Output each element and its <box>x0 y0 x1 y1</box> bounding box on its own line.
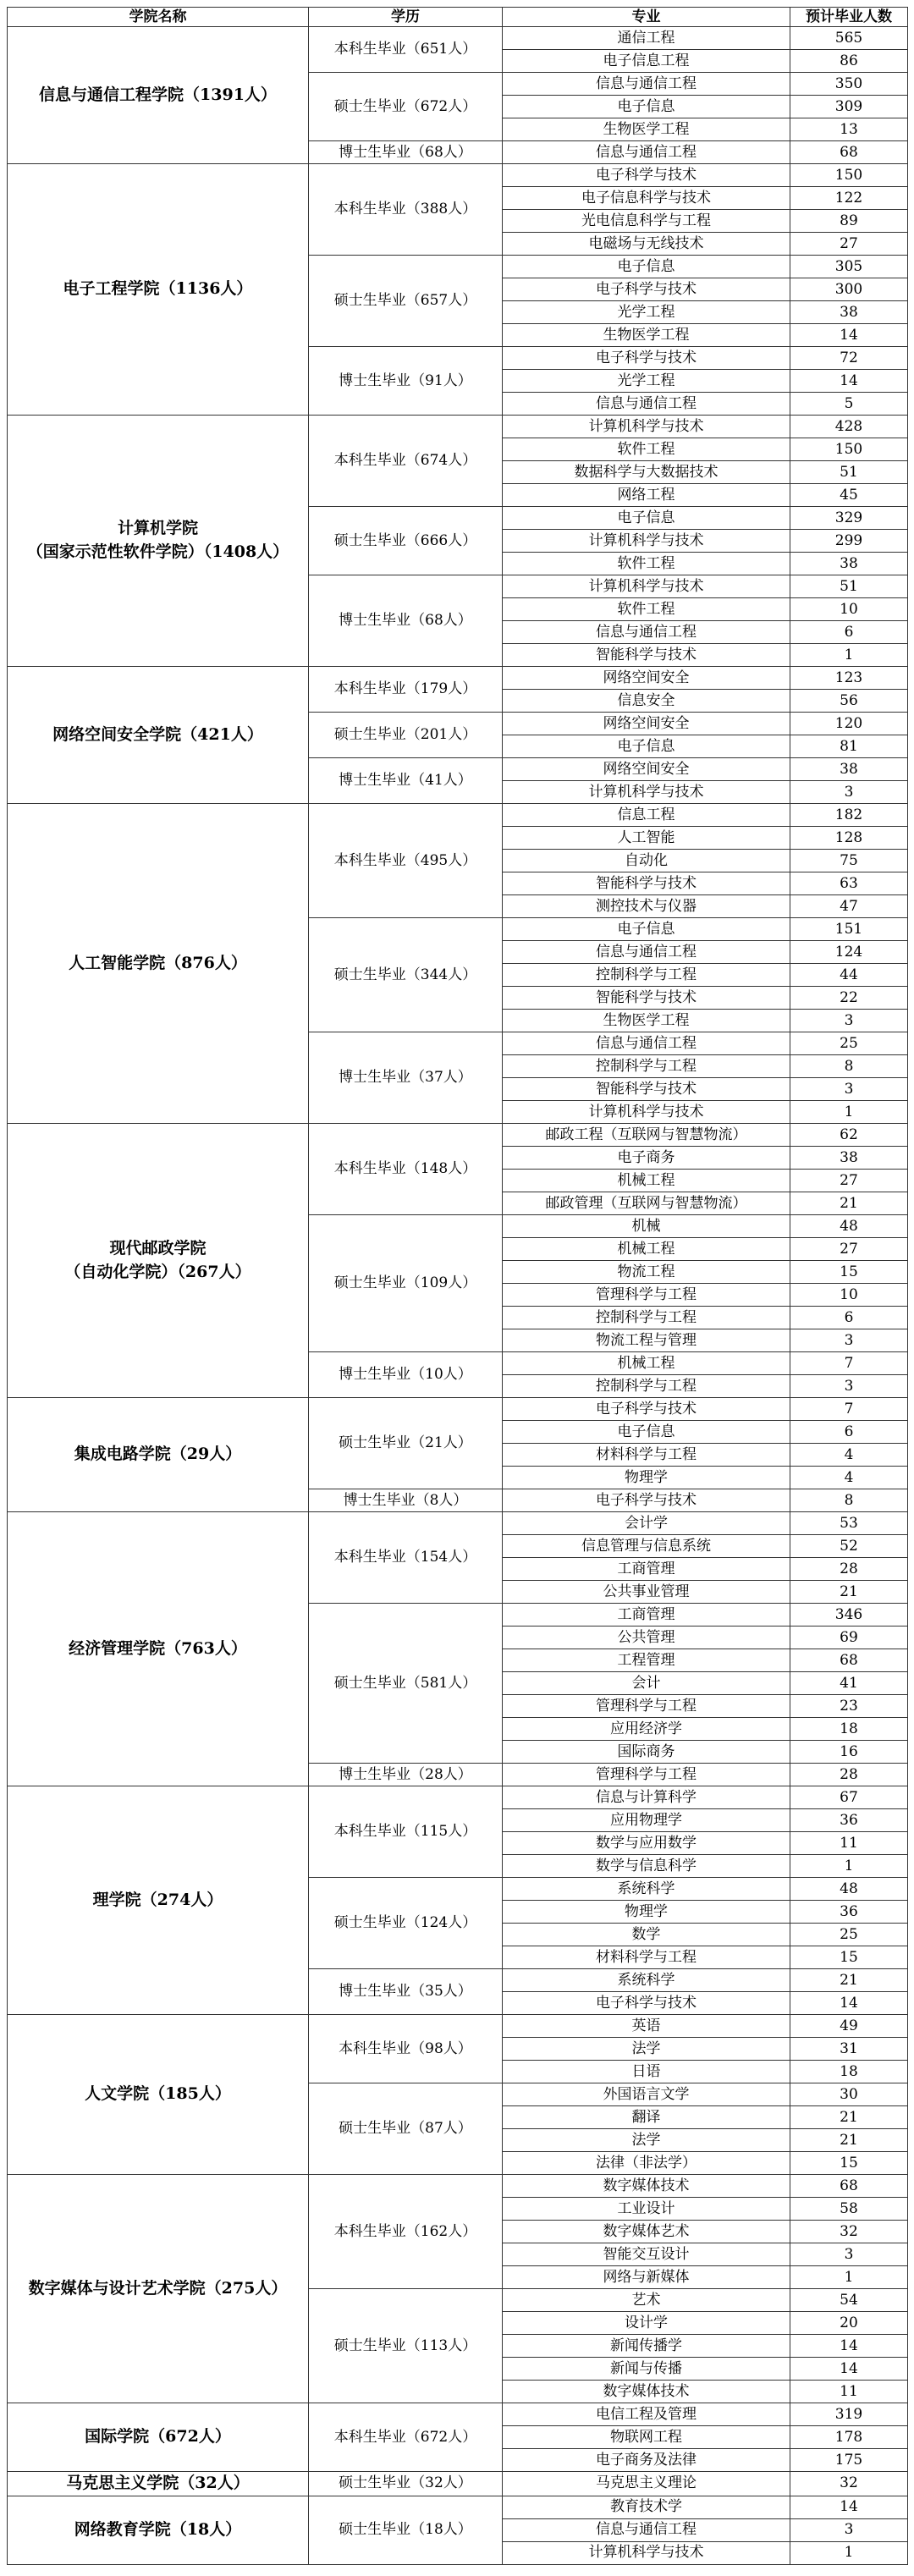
table-row <box>8 1512 908 1535</box>
major-name: 信息与通信工程 <box>503 73 790 96</box>
graduate-count: 1 <box>790 2541 908 2564</box>
major-name: 计算机科学与技术 <box>503 1101 790 1124</box>
major-name: 教育技术学 <box>503 2496 790 2518</box>
major-name: 电子商务 <box>503 1147 790 1170</box>
graduate-count: 68 <box>790 1649 908 1672</box>
major-name: 电子科学与技术 <box>503 278 790 301</box>
major-name: 通信工程 <box>503 27 790 50</box>
major-name: 控制科学与工程 <box>503 1307 790 1329</box>
college-name: 理学院（274人） <box>8 1786 309 2015</box>
major-name: 机械工程 <box>503 1238 790 1261</box>
major-name: 法学 <box>503 2129 790 2152</box>
graduate-count: 329 <box>790 507 908 530</box>
table-row <box>8 27 908 50</box>
graduate-count: 14 <box>790 324 908 347</box>
major-name: 网络空间安全 <box>503 667 790 690</box>
major-name: 马克思主义理论 <box>503 2472 790 2496</box>
major-name: 生物医学工程 <box>503 118 790 141</box>
header-college: 学院名称 <box>8 8 309 27</box>
graduate-count: 47 <box>790 895 908 918</box>
graduate-count: 48 <box>790 1878 908 1901</box>
graduate-count: 31 <box>790 2038 908 2061</box>
major-name: 邮政工程（互联网与智慧物流） <box>503 1124 790 1147</box>
major-name: 电子商务及法律 <box>503 2449 790 2472</box>
college-name: 经济管理学院（763人） <box>8 1512 309 1786</box>
major-name: 电子科学与技术 <box>503 1992 790 2015</box>
degree-level: 本科生毕业（115人） <box>309 1786 503 1878</box>
college-name: 人工智能学院（876人） <box>8 804 309 1124</box>
graduate-count: 14 <box>790 370 908 393</box>
graduate-count: 72 <box>790 347 908 370</box>
major-name: 信息与通信工程 <box>503 2518 790 2541</box>
major-name: 计算机科学与技术 <box>503 416 790 438</box>
degree-level: 博士生毕业（28人） <box>309 1764 503 1786</box>
major-name: 公共管理 <box>503 1627 790 1649</box>
graduate-count: 27 <box>790 1238 908 1261</box>
major-name: 电子信息科学与技术 <box>503 187 790 210</box>
major-name: 邮政管理（互联网与智慧物流） <box>503 1192 790 1215</box>
graduate-count: 299 <box>790 530 908 553</box>
degree-level: 博士生毕业（8人） <box>309 1489 503 1512</box>
graduate-count: 13 <box>790 118 908 141</box>
major-name: 数学与信息科学 <box>503 1855 790 1878</box>
major-name: 信息安全 <box>503 690 790 713</box>
graduate-count: 21 <box>790 2129 908 2152</box>
graduate-count: 8 <box>790 1055 908 1078</box>
graduate-count: 41 <box>790 1672 908 1695</box>
major-name: 信息与通信工程 <box>503 393 790 416</box>
graduate-count: 6 <box>790 1307 908 1329</box>
major-name: 软件工程 <box>503 438 790 461</box>
major-name: 工业设计 <box>503 2198 790 2221</box>
graduate-count: 15 <box>790 1261 908 1284</box>
degree-level: 博士生毕业（91人） <box>309 347 503 416</box>
graduate-count: 38 <box>790 553 908 575</box>
degree-level: 博士生毕业（10人） <box>309 1352 503 1398</box>
graduate-count: 69 <box>790 1627 908 1649</box>
graduate-count: 3 <box>790 1329 908 1352</box>
table-header <box>8 8 908 27</box>
graduate-count: 18 <box>790 1718 908 1741</box>
graduate-count: 350 <box>790 73 908 96</box>
graduate-count: 428 <box>790 416 908 438</box>
major-name: 材料科学与工程 <box>503 1946 790 1969</box>
graduate-count: 54 <box>790 2289 908 2312</box>
graduate-count: 6 <box>790 1421 908 1444</box>
major-name: 电子信息工程 <box>503 50 790 73</box>
degree-level: 硕士生毕业（18人） <box>309 2496 503 2564</box>
graduate-count: 67 <box>790 1786 908 1809</box>
graduate-count: 36 <box>790 1901 908 1924</box>
major-name: 计算机科学与技术 <box>503 530 790 553</box>
college-name: 信息与通信工程学院（1391人） <box>8 27 309 164</box>
graduate-count: 38 <box>790 758 908 781</box>
major-name: 日语 <box>503 2061 790 2083</box>
degree-level: 博士生毕业（35人） <box>309 1969 503 2015</box>
major-name: 智能科学与技术 <box>503 872 790 895</box>
major-name: 会计学 <box>503 1512 790 1535</box>
major-name: 生物医学工程 <box>503 324 790 347</box>
graduate-count: 3 <box>790 1375 908 1398</box>
major-name: 光学工程 <box>503 370 790 393</box>
header-count: 预计毕业人数 <box>790 8 908 27</box>
major-name: 电信工程及管理 <box>503 2403 790 2426</box>
graduate-count: 25 <box>790 1032 908 1055</box>
major-name: 信息与通信工程 <box>503 141 790 164</box>
college-name: 人文学院（185人） <box>8 2015 309 2175</box>
graduate-count: 68 <box>790 2175 908 2198</box>
college-name: 电子工程学院（1136人） <box>8 164 309 416</box>
major-name: 信息与通信工程 <box>503 1032 790 1055</box>
graduate-count: 51 <box>790 575 908 598</box>
major-name: 信息工程 <box>503 804 790 827</box>
degree-level: 博士生毕业（68人） <box>309 575 503 667</box>
graduate-count: 4 <box>790 1444 908 1467</box>
major-name: 法学 <box>503 2038 790 2061</box>
graduate-count: 58 <box>790 2198 908 2221</box>
major-name: 电子科学与技术 <box>503 1489 790 1512</box>
graduate-count: 319 <box>790 2403 908 2426</box>
graduate-count: 14 <box>790 1992 908 2015</box>
graduate-count: 565 <box>790 27 908 50</box>
graduate-count: 44 <box>790 964 908 987</box>
graduate-count: 21 <box>790 1192 908 1215</box>
major-name: 机械工程 <box>503 1170 790 1192</box>
table-row <box>8 1786 908 1809</box>
major-name: 测控技术与仪器 <box>503 895 790 918</box>
graduate-count: 18 <box>790 2061 908 2083</box>
table-row <box>8 2015 908 2038</box>
major-name: 数字媒体技术 <box>503 2381 790 2403</box>
graduate-count: 89 <box>790 210 908 233</box>
graduate-count: 28 <box>790 1764 908 1786</box>
table-body <box>8 27 908 2565</box>
degree-level: 本科生毕业（179人） <box>309 667 503 713</box>
graduate-count: 128 <box>790 827 908 850</box>
graduate-count: 3 <box>790 2518 908 2541</box>
major-name: 物理学 <box>503 1467 790 1489</box>
graduate-count: 1 <box>790 644 908 667</box>
graduate-count: 11 <box>790 1832 908 1855</box>
major-name: 电子信息 <box>503 735 790 758</box>
graduate-count: 45 <box>790 484 908 507</box>
major-name: 系统科学 <box>503 1878 790 1901</box>
degree-level: 硕士生毕业（21人） <box>309 1398 503 1489</box>
degree-level: 博士生毕业（37人） <box>309 1032 503 1124</box>
graduate-count: 21 <box>790 2106 908 2129</box>
college-name: 现代邮政学院 （自动化学院）（267人） <box>8 1124 309 1398</box>
major-name: 光学工程 <box>503 301 790 324</box>
table-row <box>8 1398 908 1421</box>
degree-level: 博士生毕业（68人） <box>309 141 503 164</box>
table-row <box>8 2175 908 2198</box>
major-name: 管理科学与工程 <box>503 1695 790 1718</box>
graduate-count: 346 <box>790 1604 908 1627</box>
graduate-count: 150 <box>790 164 908 187</box>
graduate-count: 175 <box>790 2449 908 2472</box>
table-row <box>8 2403 908 2426</box>
graduate-count: 14 <box>790 2358 908 2381</box>
major-name: 智能科学与技术 <box>503 987 790 1010</box>
graduate-count: 10 <box>790 598 908 621</box>
graduate-count: 5 <box>790 393 908 416</box>
major-name: 物联网工程 <box>503 2426 790 2449</box>
table-row <box>8 416 908 438</box>
major-name: 网络工程 <box>503 484 790 507</box>
major-name: 电子科学与技术 <box>503 1398 790 1421</box>
major-name: 艺术 <box>503 2289 790 2312</box>
major-name: 网络与新媒体 <box>503 2266 790 2289</box>
graduate-count: 3 <box>790 1010 908 1032</box>
degree-level: 硕士生毕业（32人） <box>309 2472 503 2496</box>
graduate-count: 27 <box>790 233 908 256</box>
major-name: 国际商务 <box>503 1741 790 1764</box>
graduate-count: 309 <box>790 96 908 118</box>
major-name: 物流工程 <box>503 1261 790 1284</box>
college-name: 网络空间安全学院（421人） <box>8 667 309 804</box>
major-name: 软件工程 <box>503 598 790 621</box>
graduate-count: 10 <box>790 1284 908 1307</box>
major-name: 控制科学与工程 <box>503 1375 790 1398</box>
graduate-count: 14 <box>790 2496 908 2518</box>
graduate-count: 62 <box>790 1124 908 1147</box>
table-row <box>8 1124 908 1147</box>
graduate-count: 27 <box>790 1170 908 1192</box>
graduate-count: 15 <box>790 2152 908 2175</box>
major-name: 数据科学与大数据技术 <box>503 461 790 484</box>
graduate-count: 3 <box>790 1078 908 1101</box>
major-name: 管理科学与工程 <box>503 1764 790 1786</box>
graduate-count: 8 <box>790 1489 908 1512</box>
major-name: 光电信息科学与工程 <box>503 210 790 233</box>
graduate-count: 81 <box>790 735 908 758</box>
graduate-count: 123 <box>790 667 908 690</box>
degree-level: 本科生毕业（148人） <box>309 1124 503 1215</box>
major-name: 计算机科学与技术 <box>503 575 790 598</box>
major-name: 电子信息 <box>503 1421 790 1444</box>
graduate-count: 21 <box>790 1581 908 1604</box>
graduate-count: 122 <box>790 187 908 210</box>
major-name: 工商管理 <box>503 1558 790 1581</box>
graduate-count: 6 <box>790 621 908 644</box>
major-name: 软件工程 <box>503 553 790 575</box>
major-name: 会计 <box>503 1672 790 1695</box>
degree-level: 硕士生毕业（87人） <box>309 2083 503 2175</box>
college-name: 集成电路学院（29人） <box>8 1398 309 1512</box>
college-name: 国际学院（672人） <box>8 2403 309 2472</box>
graduate-count: 7 <box>790 1352 908 1375</box>
graduate-count: 124 <box>790 941 908 964</box>
major-name: 人工智能 <box>503 827 790 850</box>
graduate-count: 23 <box>790 1695 908 1718</box>
major-name: 信息与计算科学 <box>503 1786 790 1809</box>
table-row <box>8 164 908 187</box>
major-name: 生物医学工程 <box>503 1010 790 1032</box>
degree-level: 本科生毕业（495人） <box>309 804 503 918</box>
table-row <box>8 2496 908 2518</box>
major-name: 法律（非法学） <box>503 2152 790 2175</box>
graduate-count: 32 <box>790 2221 908 2243</box>
major-name: 网络空间安全 <box>503 713 790 735</box>
major-name: 设计学 <box>503 2312 790 2335</box>
graduate-count: 53 <box>790 1512 908 1535</box>
major-name: 智能交互设计 <box>503 2243 790 2266</box>
degree-level: 本科生毕业（162人） <box>309 2175 503 2289</box>
major-name: 电子科学与技术 <box>503 164 790 187</box>
major-name: 电子信息 <box>503 507 790 530</box>
major-name: 控制科学与工程 <box>503 964 790 987</box>
major-name: 智能科学与技术 <box>503 1078 790 1101</box>
degree-level: 硕士生毕业（672人） <box>309 73 503 141</box>
degree-level: 硕士生毕业（201人） <box>309 713 503 758</box>
table-row <box>8 804 908 827</box>
major-name: 新闻传播学 <box>503 2335 790 2358</box>
major-name: 公共事业管理 <box>503 1581 790 1604</box>
major-name: 计算机科学与技术 <box>503 2541 790 2564</box>
graduate-count: 48 <box>790 1215 908 1238</box>
major-name: 应用经济学 <box>503 1718 790 1741</box>
degree-level: 本科生毕业（154人） <box>309 1512 503 1604</box>
graduate-count: 75 <box>790 850 908 872</box>
major-name: 机械工程 <box>503 1352 790 1375</box>
graduate-count: 30 <box>790 2083 908 2106</box>
graduate-count: 11 <box>790 2381 908 2403</box>
graduate-count: 52 <box>790 1535 908 1558</box>
major-name: 数字媒体技术 <box>503 2175 790 2198</box>
graduate-count: 25 <box>790 1924 908 1946</box>
major-name: 外国语言文学 <box>503 2083 790 2106</box>
major-name: 工商管理 <box>503 1604 790 1627</box>
graduate-count: 38 <box>790 1147 908 1170</box>
table-row <box>8 2472 908 2496</box>
college-name: 网络教育学院（18人） <box>8 2496 309 2564</box>
graduate-count: 51 <box>790 461 908 484</box>
graduate-count: 68 <box>790 141 908 164</box>
graduate-count: 1 <box>790 1855 908 1878</box>
major-name: 数字媒体艺术 <box>503 2221 790 2243</box>
major-name: 数学 <box>503 1924 790 1946</box>
graduate-count: 32 <box>790 2472 908 2496</box>
graduate-count: 3 <box>790 781 908 804</box>
major-name: 新闻与传播 <box>503 2358 790 2381</box>
major-name: 网络空间安全 <box>503 758 790 781</box>
header-major: 专业 <box>503 8 790 27</box>
graduate-count: 38 <box>790 301 908 324</box>
major-name: 系统科学 <box>503 1969 790 1992</box>
table-row <box>8 667 908 690</box>
major-name: 管理科学与工程 <box>503 1284 790 1307</box>
graduate-count: 3 <box>790 2243 908 2266</box>
graduate-count: 120 <box>790 713 908 735</box>
major-name: 信息与通信工程 <box>503 621 790 644</box>
graduate-count: 178 <box>790 2426 908 2449</box>
graduates-table <box>7 7 908 2565</box>
major-name: 电子信息 <box>503 256 790 278</box>
degree-level: 硕士生毕业（344人） <box>309 918 503 1032</box>
graduate-count: 182 <box>790 804 908 827</box>
degree-level: 硕士生毕业（113人） <box>309 2289 503 2403</box>
degree-level: 硕士生毕业（657人） <box>309 256 503 347</box>
graduate-count: 150 <box>790 438 908 461</box>
graduate-count: 16 <box>790 1741 908 1764</box>
major-name: 物流工程与管理 <box>503 1329 790 1352</box>
major-name: 信息管理与信息系统 <box>503 1535 790 1558</box>
college-name: 数字媒体与设计艺术学院（275人） <box>8 2175 309 2403</box>
major-name: 电子信息 <box>503 918 790 941</box>
degree-level: 硕士生毕业（666人） <box>309 507 503 575</box>
header-row <box>8 8 908 27</box>
graduate-count: 28 <box>790 1558 908 1581</box>
graduate-count: 15 <box>790 1946 908 1969</box>
degree-level: 本科生毕业（388人） <box>309 164 503 256</box>
graduate-count: 300 <box>790 278 908 301</box>
graduate-count: 151 <box>790 918 908 941</box>
major-name: 智能科学与技术 <box>503 644 790 667</box>
major-name: 工程管理 <box>503 1649 790 1672</box>
graduate-count: 49 <box>790 2015 908 2038</box>
degree-level: 本科生毕业（98人） <box>309 2015 503 2083</box>
major-name: 机械 <box>503 1215 790 1238</box>
degree-level: 本科生毕业（672人） <box>309 2403 503 2472</box>
degree-level: 硕士生毕业（124人） <box>309 1878 503 1969</box>
graduate-count: 1 <box>790 1101 908 1124</box>
major-name: 英语 <box>503 2015 790 2038</box>
graduate-count: 22 <box>790 987 908 1010</box>
major-name: 材料科学与工程 <box>503 1444 790 1467</box>
major-name: 电子科学与技术 <box>503 347 790 370</box>
header-degree: 学历 <box>309 8 503 27</box>
major-name: 控制科学与工程 <box>503 1055 790 1078</box>
graduate-count: 7 <box>790 1398 908 1421</box>
college-name: 马克思主义学院（32人） <box>8 2472 309 2496</box>
graduate-count: 21 <box>790 1969 908 1992</box>
graduate-count: 305 <box>790 256 908 278</box>
degree-level: 硕士生毕业（581人） <box>309 1604 503 1764</box>
major-name: 电子信息 <box>503 96 790 118</box>
degree-level: 硕士生毕业（109人） <box>309 1215 503 1352</box>
major-name: 应用物理学 <box>503 1809 790 1832</box>
college-name: 计算机学院 （国家示范性软件学院）（1408人） <box>8 416 309 667</box>
graduate-count: 1 <box>790 2266 908 2289</box>
major-name: 信息与通信工程 <box>503 941 790 964</box>
major-name: 电磁场与无线技术 <box>503 233 790 256</box>
graduate-count: 63 <box>790 872 908 895</box>
major-name: 计算机科学与技术 <box>503 781 790 804</box>
major-name: 翻译 <box>503 2106 790 2129</box>
graduate-count: 36 <box>790 1809 908 1832</box>
major-name: 数学与应用数学 <box>503 1832 790 1855</box>
degree-level: 本科生毕业（651人） <box>309 27 503 73</box>
major-name: 物理学 <box>503 1901 790 1924</box>
graduate-count: 86 <box>790 50 908 73</box>
degree-level: 博士生毕业（41人） <box>309 758 503 804</box>
major-name: 自动化 <box>503 850 790 872</box>
graduate-count: 4 <box>790 1467 908 1489</box>
graduate-count: 56 <box>790 690 908 713</box>
graduate-count: 20 <box>790 2312 908 2335</box>
graduate-count: 14 <box>790 2335 908 2358</box>
degree-level: 本科生毕业（674人） <box>309 416 503 507</box>
